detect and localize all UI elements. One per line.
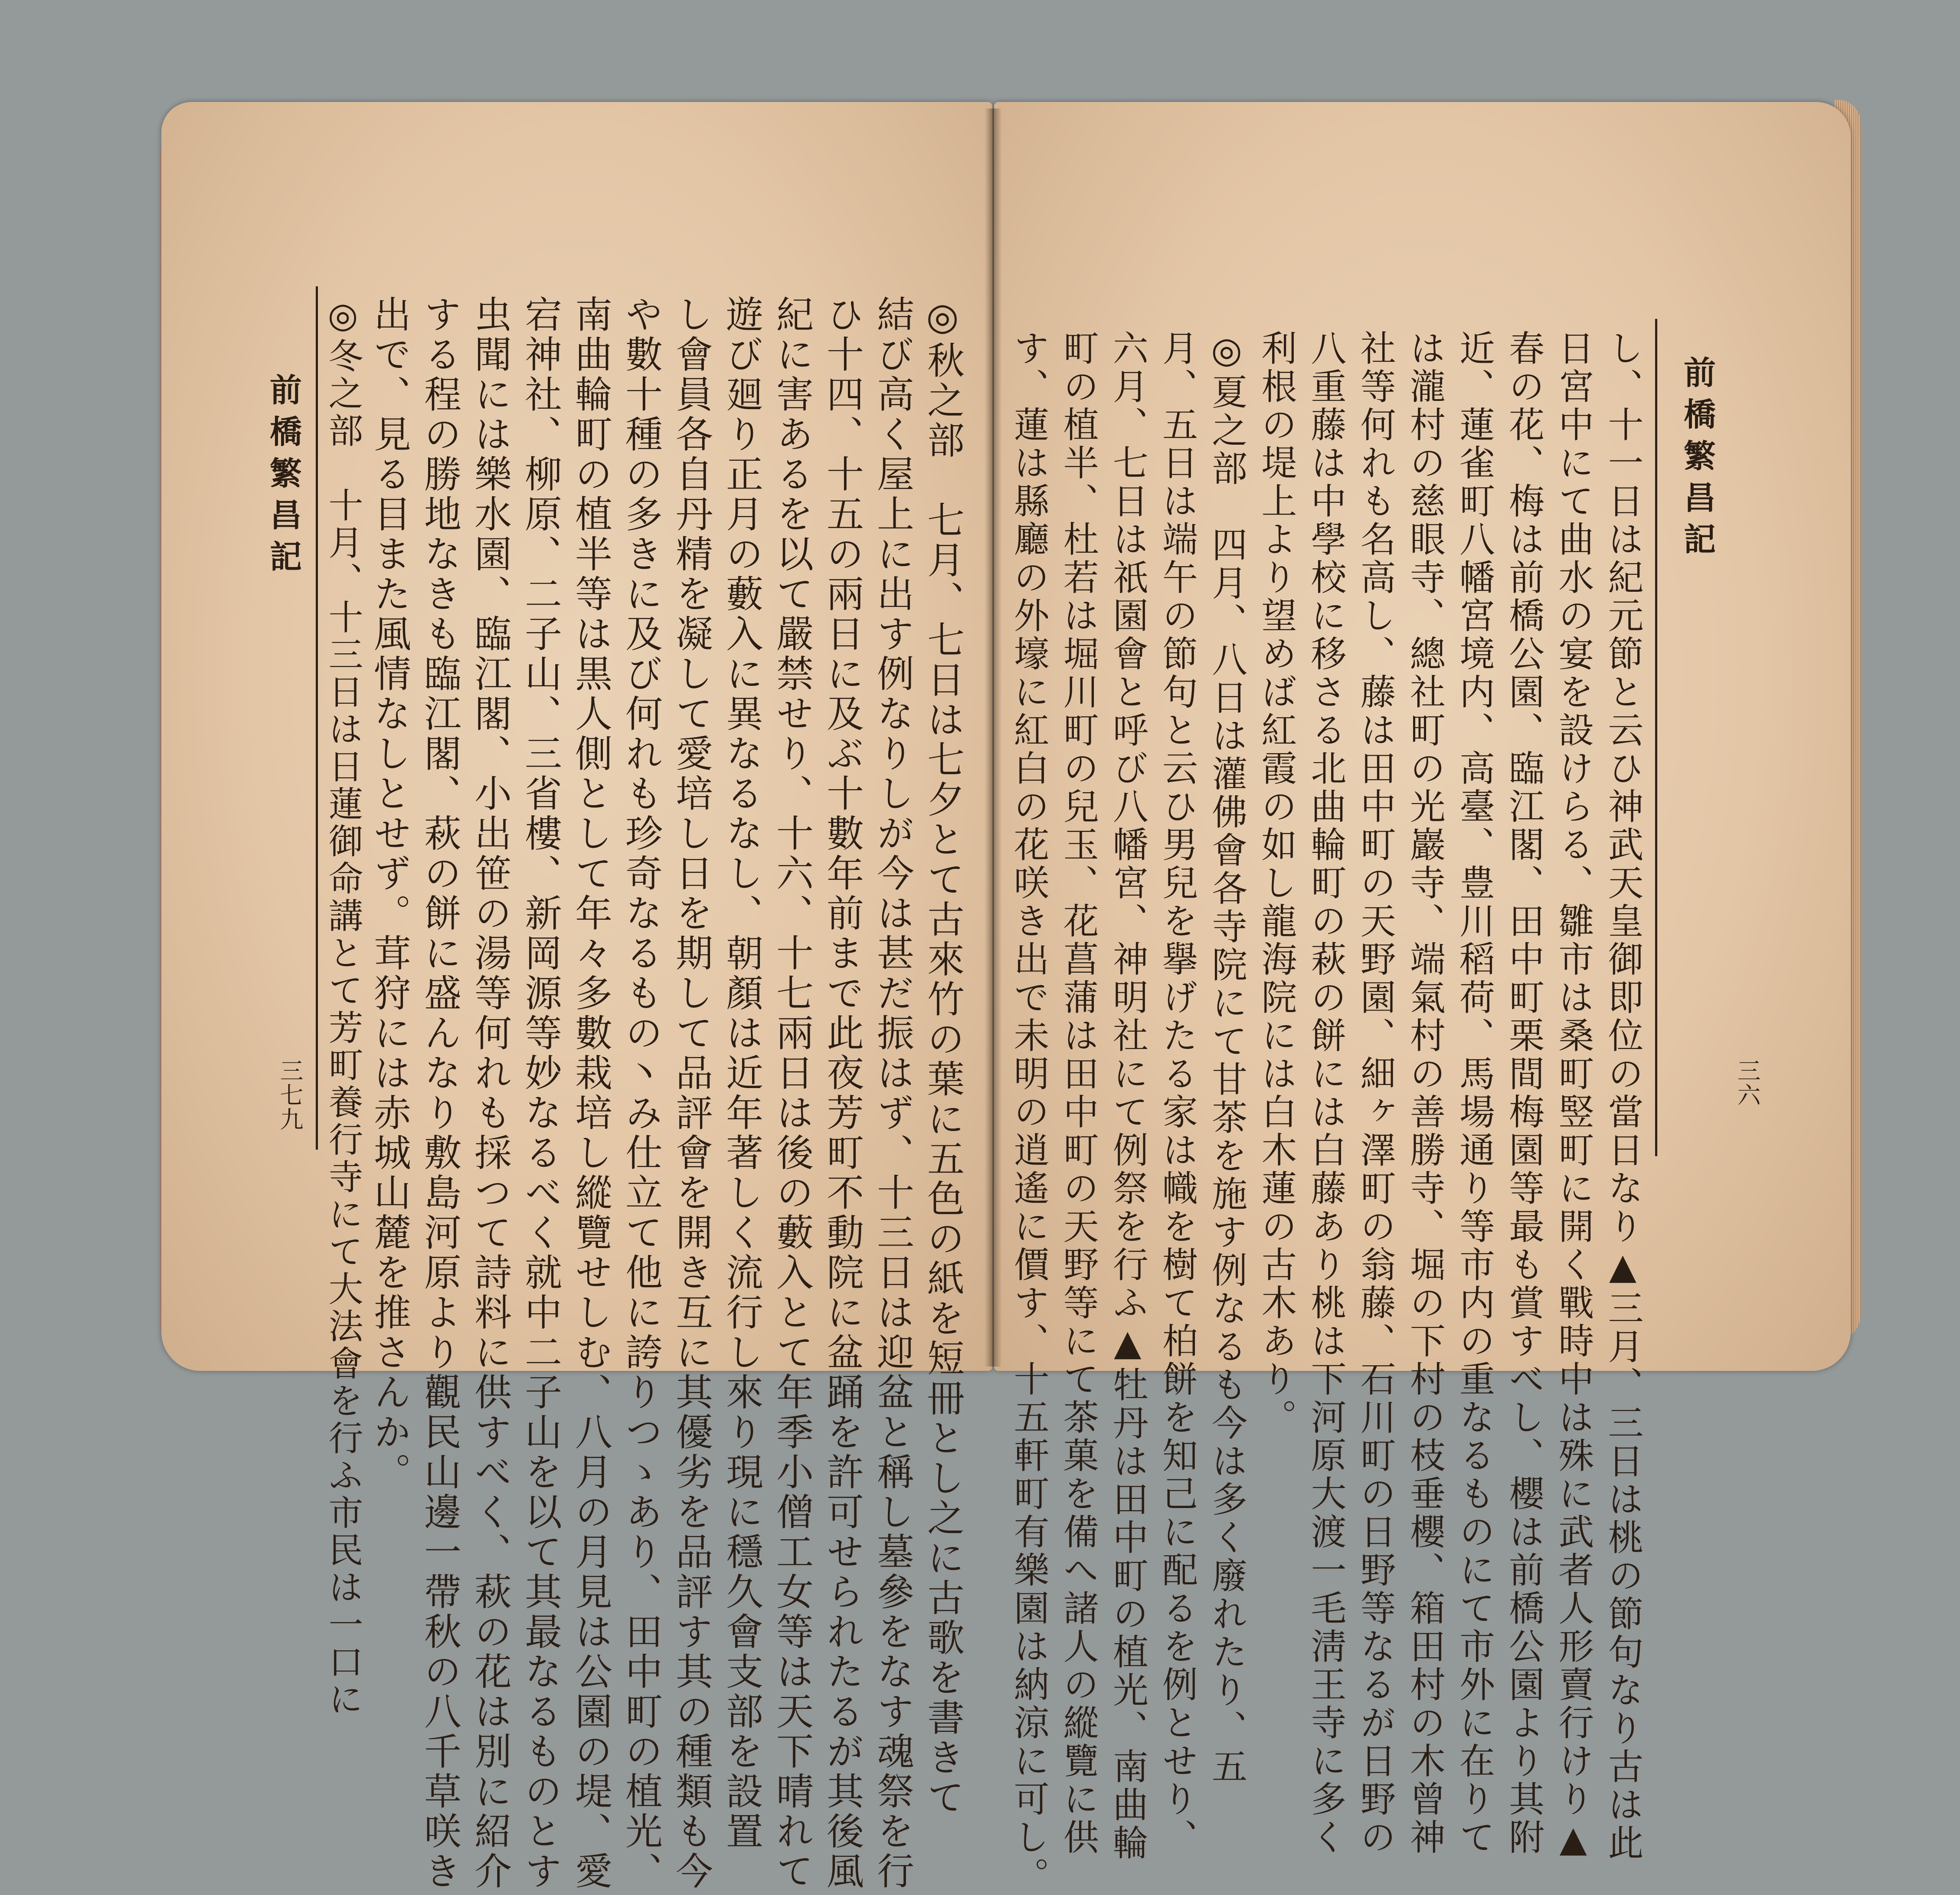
right-text-column: 社等何れも名高し、藤は田中町の天野園、細ヶ澤町の翁藤、石川町の日野等なるが日野の	[1355, 330, 1396, 1857]
right-text-column: 六月、七日は祇園會と呼び八幡宮、神明社にて例祭を行ふ▲牡丹は田中町の植光、南曲輪	[1107, 330, 1149, 1862]
right-page-frame-rule	[1655, 319, 1657, 1156]
right-text-column: す、蓮は縣廳の外壕に紅白の花咲き出で未明の逍遙に價す、十五軒町有樂園は納涼に可し。	[1008, 330, 1049, 1895]
left-text-column: 遊び廻り正月の藪入に異なるなし、朝顏は近年著しく流行し來り現に穩久會支部を設置	[720, 295, 763, 1852]
left-text-column: や數十種の多きに及び何れも珍奇なるもの丶み仕立て他に誇りつゝあり、田中町の植光、	[619, 295, 662, 1892]
book-gutter	[985, 108, 1002, 1367]
left-text-column: ◎秋之部 七月、七日は七夕とて古來竹の葉に五色の紙を短冊とし之に古歌を書きて	[921, 295, 964, 1818]
left-page-header: 前橋繁昌記	[265, 373, 302, 581]
right-text-column: 春の花、梅は前橋公園、臨江閣、田中町栗間梅園等最も賞すべし、櫻は前橋公園より其附	[1503, 330, 1544, 1857]
left-text-column: し會員各自丹精を凝して愛培し日を期して品評會を開き互に其優劣を品評す其の種類も今	[669, 295, 713, 1892]
left-text-column: 出で、見る目また風情なしとせず。茸狩には赤城山麓を推さんか。	[367, 295, 411, 1492]
right-text-column: 利根の堤上より望めば紅霞の如し龍海院には白木蓮の古木あり。	[1255, 330, 1297, 1437]
right-text-column: 八重藤は中學校に移さる北曲輪町の萩の餅には白藤あり桃は下河原大渡一毛淸王寺に多く	[1305, 330, 1346, 1857]
left-text-column: 虫聞には樂水園、臨江閣、小出笹の湯等何れも採つて詩料に供すべく、萩の花は別に紹介	[468, 295, 511, 1892]
right-text-column: し、十一日は紀元節と云ひ神武天皇御即位の當日なり▲三月、三日は桃の節句なり古は此	[1602, 330, 1643, 1862]
left-text-column: ◎冬之部 十月、十三日は日蓮御命講とて芳町養行寺にて大法會を行ふ市民は一口に	[323, 295, 363, 1718]
right-page-folio: 三六	[1734, 1059, 1761, 1107]
right-text-column: ◎夏之部 四月、八日は灌佛會各寺院にて甘茶を施す例なるも今は多く廢れたり、五	[1206, 330, 1247, 1786]
left-text-column: する程の勝地なきも臨江閣、萩の餅に盛んなり敷島河原より觀民山邊一帶秋の八千草咲き	[418, 295, 461, 1892]
right-text-column: 月、五日は端午の節句と云ひ男兒を擧げたる家は幟を樹て柏餅を知己に配るを例とせり、	[1156, 330, 1198, 1857]
right-text-column: 日宮中にて曲水の宴を設けらる、雛市は桑町竪町に開く戰時中は殊に武者人形賣行けり▲	[1552, 330, 1594, 1862]
left-text-column: ひ十四、十五の兩日に及ぶ十數年前まで此夜芳町不動院に盆踊を許可せられたるが其後風	[820, 295, 864, 1892]
left-text-column: 南曲輪町の植半等は黒人側として年々多數栽培し縱覽せしむ、八月の月見は公園の堤、愛	[569, 295, 612, 1892]
right-text-column: 町の植半、杜若は堀川町の兒玉、花菖蒲は田中町の天野等にて茶菓を備へ諸人の縱覽に供	[1057, 330, 1099, 1857]
left-page-folio: 三七九	[276, 1059, 304, 1131]
left-page-frame-rule	[316, 286, 318, 1150]
right-text-column: 近、蓮雀町八幡宮境内、高臺、豊川稻荷、馬場通り等市内の重なるものにて市外に在りて	[1453, 330, 1495, 1857]
left-text-column: 紀に害あるを以て嚴禁せり、十六、十七兩日は後の藪入とて年季小僧工女等は天下晴れて	[770, 295, 813, 1892]
right-page-header: 前橋繁昌記	[1679, 356, 1716, 564]
left-text-column: 結び高く屋上に出す例なりしが今は甚だ振はず、十三日は迎盆と稱し墓參をなす魂祭を行	[870, 295, 914, 1892]
right-text-column: は瀧村の慈眼寺、總社町の光巖寺、端氣村の善勝寺、堀の下村の枝垂櫻、箱田村の木曾神	[1404, 330, 1446, 1857]
left-text-column: 宕神社、柳原、二子山、三省樓、新岡源等妙なるべく就中二子山を以て其最なるものとす	[518, 295, 562, 1892]
